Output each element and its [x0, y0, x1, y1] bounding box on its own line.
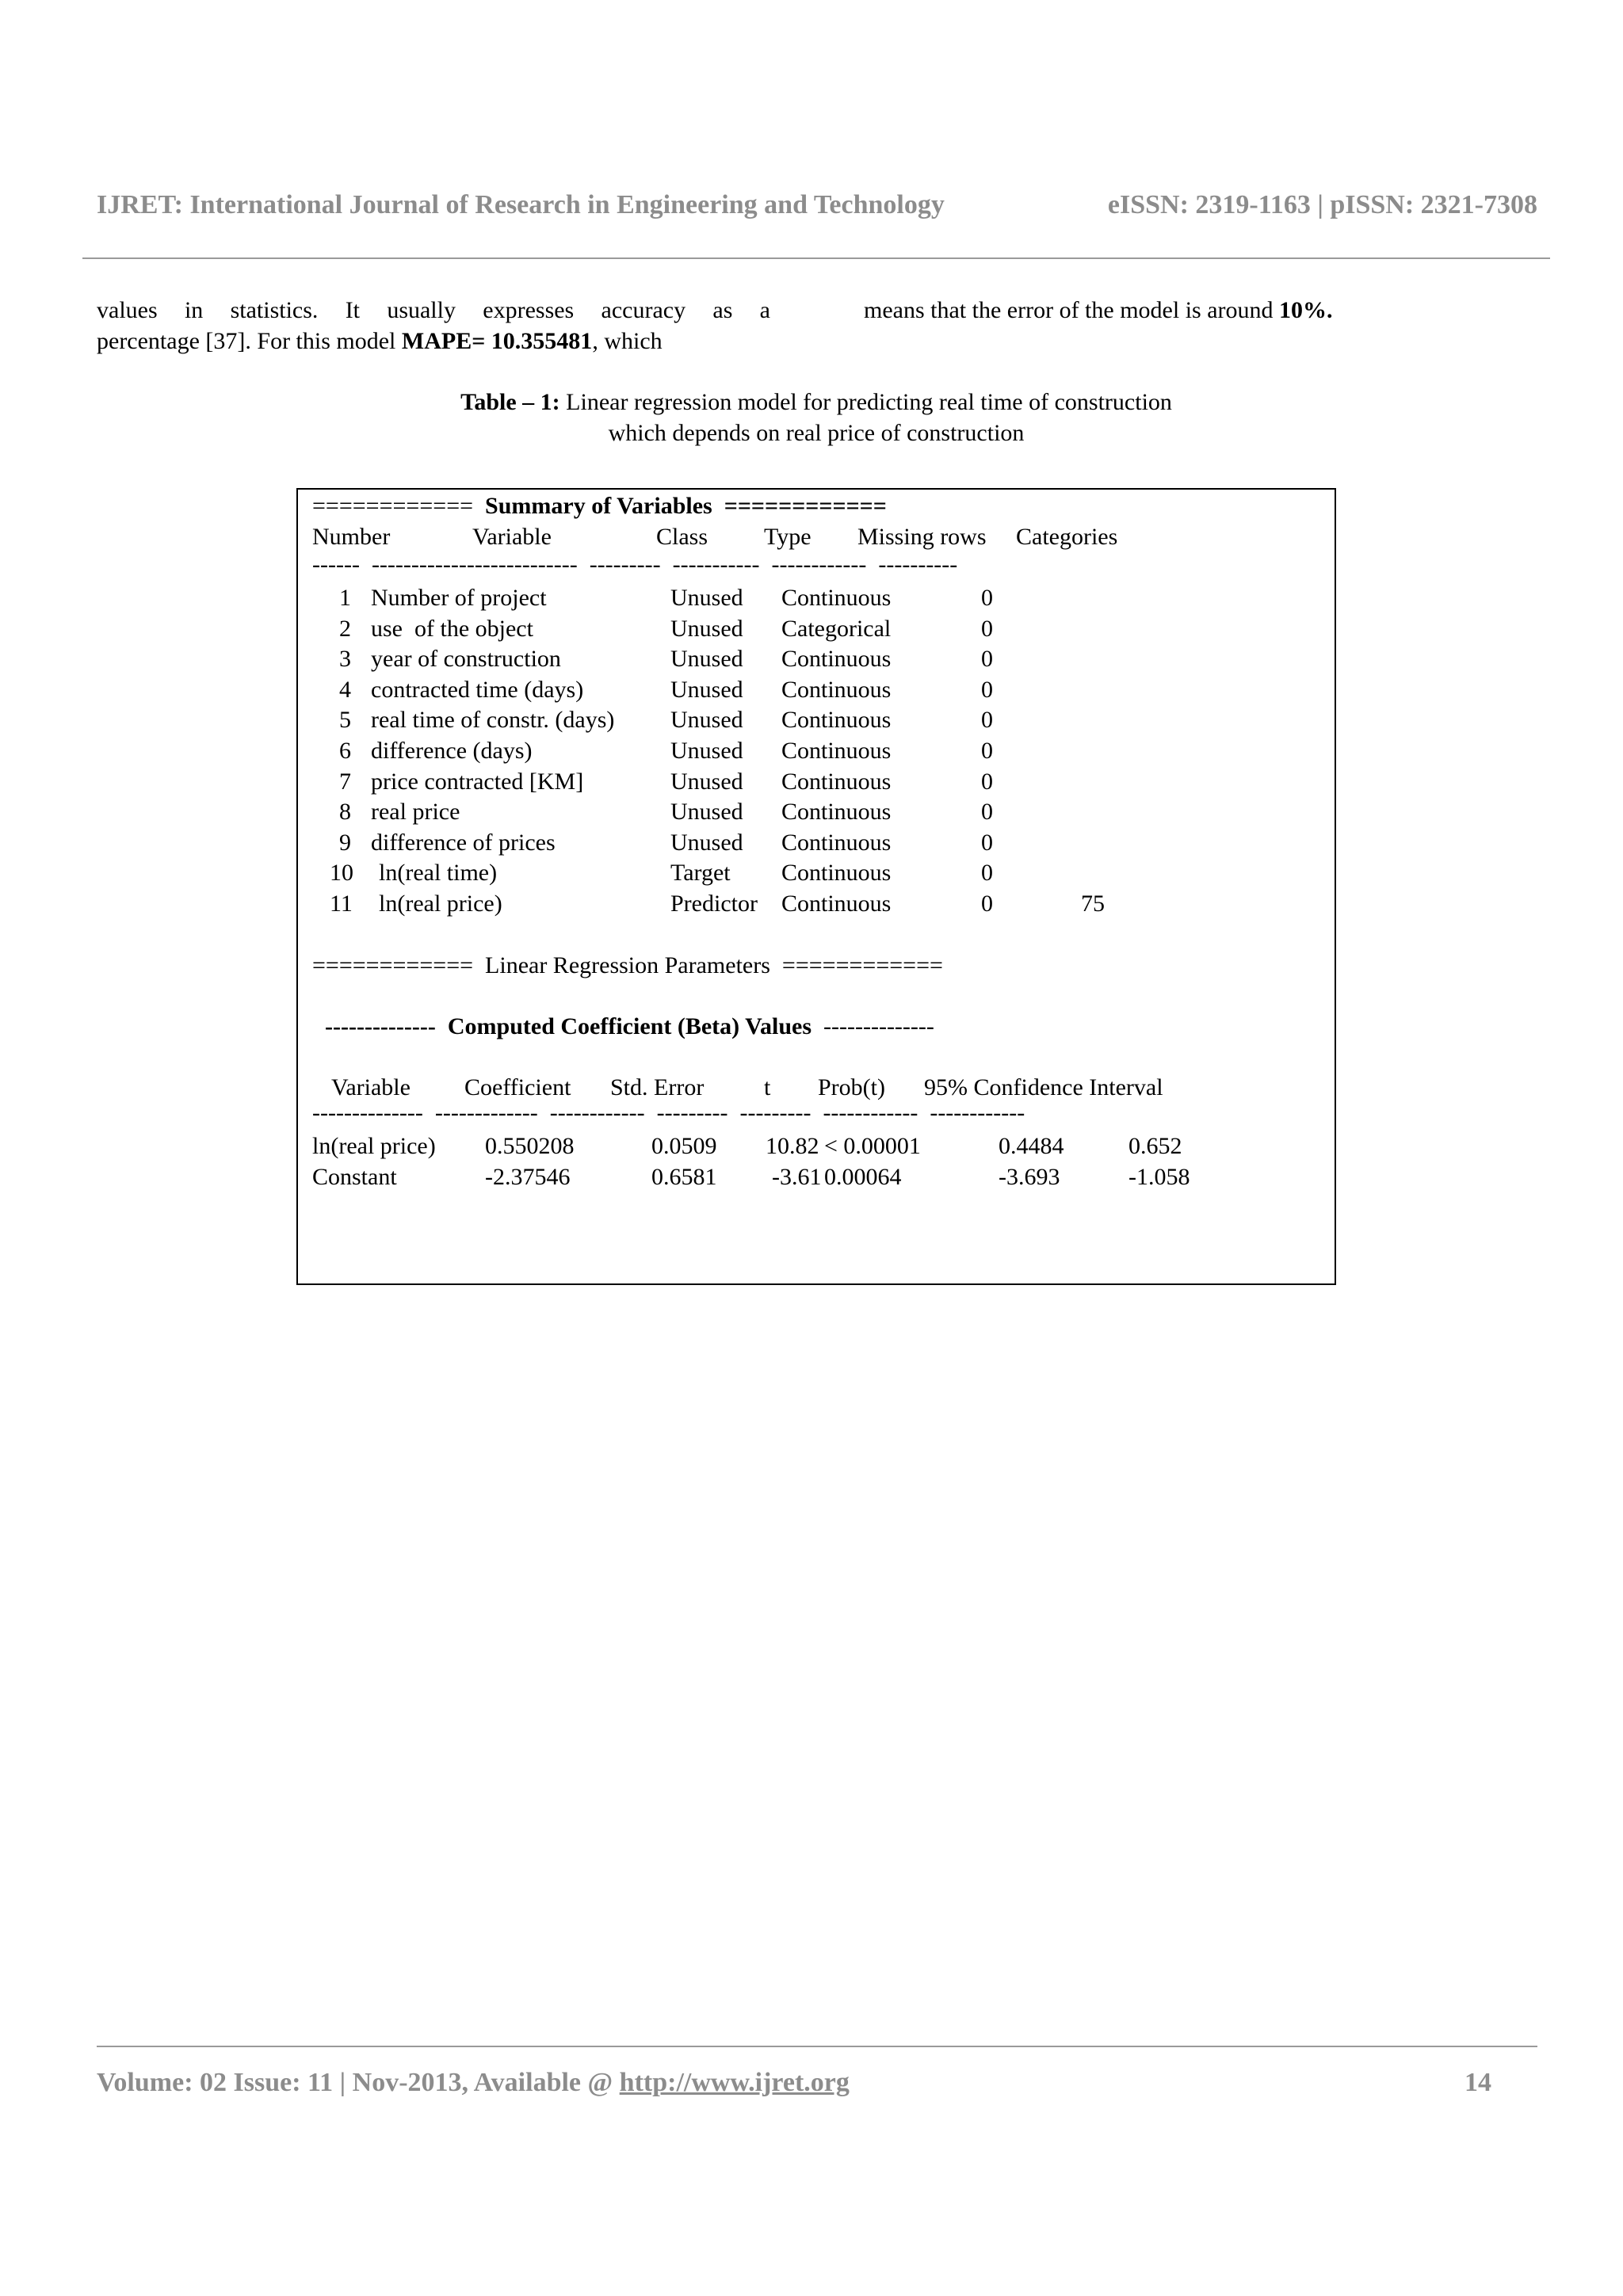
- variable-missing-rows: 0: [981, 707, 993, 734]
- left-line-2-end: , which: [592, 328, 663, 354]
- variable-type: Categorical: [781, 615, 892, 642]
- journal-url-link[interactable]: http://www.ijret.org: [619, 2068, 850, 2097]
- separator-2: -------------- ------------- ------------ --------- --------- ------------ ------------: [312, 1100, 1025, 1126]
- variable-name: Number of project: [371, 585, 547, 611]
- variable-name: difference of prices: [371, 829, 556, 856]
- beta-variable: ln(real price): [312, 1133, 436, 1159]
- beta-coefficient: 0.550208: [485, 1133, 575, 1159]
- lr-parameters-title: ============ Linear Regression Parameters ============: [312, 952, 943, 978]
- variable-name: ln(real time): [379, 860, 498, 887]
- variable-name: use of the object: [371, 615, 533, 642]
- right-line-1-text: means that the error of the model is around: [864, 297, 1280, 323]
- left-line-2: [97, 326, 770, 357]
- variable-type: Continuous: [781, 676, 892, 703]
- variable-missing-rows: 0: [981, 891, 993, 917]
- mape-value: MAPE= 10.355481: [401, 328, 593, 354]
- variable-class: Unused: [670, 707, 743, 734]
- variable-type: Continuous: [781, 768, 892, 795]
- header-class: Class: [656, 524, 708, 550]
- beta-rule-right: --------------: [823, 1013, 934, 1039]
- header-type: Type: [764, 524, 812, 550]
- error-percent: 10%.: [1279, 297, 1333, 323]
- variable-type: Continuous: [781, 707, 892, 734]
- variable-type: Continuous: [781, 585, 892, 611]
- variable-missing-rows: 0: [981, 829, 993, 856]
- separator-1: ------ -------------------------- --------- ----------- ------------ ----------: [312, 551, 958, 578]
- variable-class: Target: [670, 860, 731, 887]
- variable-missing-rows: 0: [981, 860, 993, 887]
- variable-number: 8: [339, 799, 351, 826]
- regression-output-box: [296, 488, 1336, 1285]
- variable-missing-rows: 0: [981, 615, 993, 642]
- variable-class: Unused: [670, 646, 743, 673]
- variable-class: Unused: [670, 676, 743, 703]
- beta-t-value: 10.82: [766, 1133, 819, 1159]
- variable-name: real time of constr. (days): [371, 707, 615, 734]
- beta-rule-left: --------------: [325, 1013, 436, 1039]
- page-number: 14: [1465, 2068, 1491, 2097]
- beta-header-variable: Variable: [331, 1074, 411, 1100]
- summary-rule-left: ============: [312, 493, 474, 519]
- caption-line-2: which depends on real price of construction: [608, 420, 1025, 446]
- table-label: Table – 1:: [460, 389, 560, 415]
- variable-name: difference (days): [371, 738, 533, 764]
- variable-number: 7: [339, 768, 351, 795]
- variable-missing-rows: 0: [981, 768, 993, 795]
- variable-number: 11: [330, 891, 353, 917]
- header-divider: [82, 257, 1550, 259]
- journal-title: IJRET: International Journal of Research in Engineering and Technology: [97, 190, 945, 219]
- header-categories: Categories: [1016, 524, 1118, 550]
- variable-name: price contracted [KM]: [371, 768, 584, 795]
- right-column-text: [864, 295, 1333, 326]
- variable-class: Unused: [670, 738, 743, 764]
- left-line-1: values in statistics. It usually expresses accuracy as a: [97, 297, 770, 323]
- summary-rule-right: ============: [724, 493, 887, 519]
- beta-prob: < 0.00001: [824, 1133, 921, 1159]
- beta-ci-high: 0.652: [1128, 1133, 1182, 1159]
- left-column-text: [97, 295, 770, 357]
- variable-class: Unused: [670, 615, 743, 642]
- beta-title: Computed Coefficient (Beta) Values: [447, 1013, 812, 1039]
- variable-number: 4: [339, 676, 351, 703]
- header-missing: Missing rows: [857, 524, 987, 550]
- beta-header-std-error: Std. Error: [610, 1074, 705, 1100]
- beta-header-coefficient: Coefficient: [464, 1074, 571, 1100]
- summary-title-row: [312, 494, 887, 518]
- variable-missing-rows: 0: [981, 585, 993, 611]
- beta-variable: Constant: [312, 1164, 397, 1190]
- beta-prob: 0.00064: [824, 1164, 902, 1190]
- variable-number: 2: [339, 615, 351, 642]
- variable-class: Unused: [670, 768, 743, 795]
- variable-name: year of construction: [371, 646, 561, 673]
- variable-missing-rows: 0: [981, 676, 993, 703]
- beta-t-value: -3.61: [772, 1164, 822, 1190]
- variable-type: Continuous: [781, 738, 892, 764]
- variable-missing-rows: 0: [981, 799, 993, 826]
- variable-type: Continuous: [781, 860, 892, 887]
- variable-name: ln(real price): [379, 891, 502, 917]
- variable-class: Unused: [670, 829, 743, 856]
- variable-number: 1: [339, 585, 351, 611]
- variable-type: Continuous: [781, 799, 892, 826]
- beta-coefficient: -2.37546: [485, 1164, 571, 1190]
- beta-ci-low: -3.693: [999, 1164, 1060, 1190]
- variable-type: Continuous: [781, 829, 892, 856]
- volume-info: Volume: 02 Issue: 11 | Nov-2013, Available @: [97, 2068, 620, 2097]
- caption-line-1: Linear regression model for predicting real time of construction: [559, 389, 1172, 415]
- left-line-2-text: percentage [37]. For this model: [97, 328, 402, 354]
- beta-std-error: 0.0509: [651, 1133, 717, 1159]
- running-header: [97, 190, 1537, 220]
- variable-class: Unused: [670, 799, 743, 826]
- beta-ci-high: -1.058: [1128, 1164, 1190, 1190]
- issn-info: eISSN: 2319-1163 | pISSN: 2321-7308: [1107, 190, 1537, 219]
- header-number: Number: [312, 524, 391, 550]
- variable-name: real price: [371, 799, 460, 826]
- variable-class: Unused: [670, 585, 743, 611]
- variable-number: 3: [339, 646, 351, 673]
- beta-header-t: t: [764, 1074, 771, 1100]
- variable-number: 9: [339, 829, 351, 856]
- beta-header-prob: Prob(t): [818, 1074, 885, 1100]
- header-variable: Variable: [472, 524, 552, 550]
- running-footer: [97, 2068, 1491, 2098]
- table-caption: [317, 387, 1316, 448]
- beta-std-error: 0.6581: [651, 1164, 717, 1190]
- variable-number: 6: [339, 738, 351, 764]
- variable-categories: 75: [1081, 891, 1105, 917]
- beta-header-ci: 95% Confidence Interval: [924, 1074, 1163, 1100]
- variable-number: 10: [330, 860, 353, 887]
- variable-type: Continuous: [781, 646, 892, 673]
- beta-ci-low: 0.4484: [999, 1133, 1064, 1159]
- summary-title: Summary of Variables: [485, 493, 712, 519]
- footer-divider: [97, 2046, 1537, 2047]
- variable-name: contracted time (days): [371, 676, 584, 703]
- variable-type: Continuous: [781, 891, 892, 917]
- variable-missing-rows: 0: [981, 738, 993, 764]
- variable-missing-rows: 0: [981, 646, 993, 673]
- variable-number: 5: [339, 707, 351, 734]
- beta-title-row: [325, 1015, 934, 1039]
- variable-class: Predictor: [670, 891, 758, 917]
